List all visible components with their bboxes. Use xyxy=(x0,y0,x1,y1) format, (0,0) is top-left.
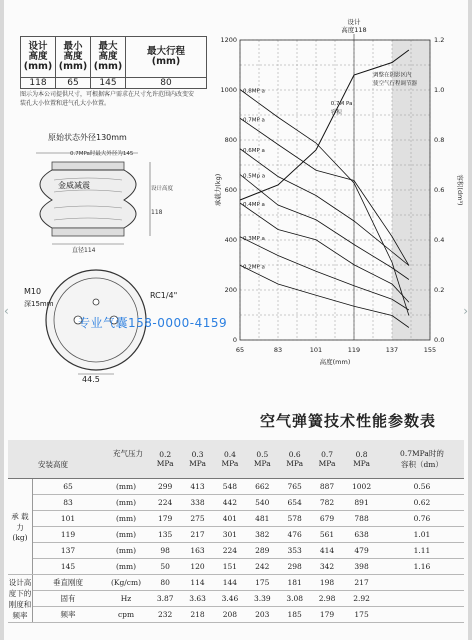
x-tick-label: 137 xyxy=(385,346,399,354)
load-cell: 561 xyxy=(311,527,343,543)
hz-cell: 2.98 xyxy=(311,591,343,607)
design-label: 设计高 度下的 刚度和 频率 xyxy=(8,575,33,623)
pressure-header-cell: 0.4 MPa xyxy=(214,440,246,479)
series-line-0 xyxy=(240,90,409,316)
rc-label: RC1/4" xyxy=(150,291,178,300)
design-height-value: 118 xyxy=(151,209,163,216)
load-cell: 382 xyxy=(246,527,278,543)
unit-cell: (mm) xyxy=(103,527,149,543)
load-cell: 413 xyxy=(181,479,213,495)
spec-table xyxy=(20,36,207,89)
freq-label: 频率 xyxy=(33,607,104,623)
y2-axis-label: 容积(dm³) xyxy=(456,174,464,206)
brand-label: 金威减震 xyxy=(58,181,90,190)
load-cell: 548 xyxy=(214,479,246,495)
load-cell: 479 xyxy=(343,543,380,559)
annotation-2-line2: 容积 xyxy=(330,109,342,116)
load-cell: 481 xyxy=(246,511,278,527)
load-cell: 224 xyxy=(149,495,181,511)
volume-cell: 1.11 xyxy=(380,543,464,559)
volume-cell: 1.16 xyxy=(380,559,464,575)
prev-arrow-icon[interactable]: ‹ xyxy=(4,304,9,318)
empty-cell xyxy=(380,575,464,591)
load-cell: 887 xyxy=(311,479,343,495)
annotation-1-line2: 使空气行程调节器 xyxy=(373,81,418,87)
cpm-cell: 185 xyxy=(279,607,311,623)
note-text: 图示为本公司提供尺寸，可根据客户需求在尺寸允许范围内改变安装孔大小位置和进气孔大小位置。 xyxy=(20,91,195,107)
height-cell: 83 xyxy=(33,495,104,511)
load-cell: 98 xyxy=(149,543,181,559)
x-tick-label: 65 xyxy=(235,346,245,354)
cpm-cell: 232 xyxy=(149,607,181,623)
load-cell: 120 xyxy=(181,559,213,575)
dimension-label: 44.5 xyxy=(82,375,100,384)
height-cell: 65 xyxy=(33,479,104,495)
freq-label: 固有 xyxy=(33,591,104,607)
stiffness-cell: 181 xyxy=(279,575,311,591)
load-cell: 782 xyxy=(311,495,343,511)
stiffness-cell: 114 xyxy=(181,575,213,591)
load-chart xyxy=(212,10,462,370)
load-cell: 401 xyxy=(214,511,246,527)
x-tick-label: 101 xyxy=(309,346,323,354)
y2-tick-label: 0.8 xyxy=(434,136,445,144)
x-tick-label: 119 xyxy=(347,346,361,354)
series-line-1 xyxy=(240,118,409,265)
load-cell: 654 xyxy=(279,495,311,511)
y-tick-label: 400 xyxy=(224,236,237,244)
y-tick-label: 0 xyxy=(232,336,237,344)
y-axis-label: 承载力(kg) xyxy=(214,173,222,207)
series-label-0: 0.8MP a xyxy=(243,88,265,95)
stiffness-cell: 217 xyxy=(343,575,380,591)
max-diameter-label: 0.7MPa时最大外径为145 xyxy=(70,151,134,157)
load-cell: 638 xyxy=(343,527,380,543)
load-cell: 662 xyxy=(246,479,278,495)
series-label-5: 0.3MP a xyxy=(243,235,265,242)
series-line-2 xyxy=(240,149,409,266)
load-cell: 398 xyxy=(343,559,380,575)
spec-value: 80 xyxy=(126,78,207,89)
load-cell: 442 xyxy=(214,495,246,511)
base-diameter-label: 直径114 xyxy=(72,247,96,254)
hz-cell: 3.46 xyxy=(214,591,246,607)
cpm-cell: 203 xyxy=(246,607,278,623)
param-header-corner xyxy=(8,440,149,479)
x-tick-label: 83 xyxy=(273,346,283,354)
load-cell: 788 xyxy=(343,511,380,527)
pressure-header-cell: 0.3 MPa xyxy=(181,440,213,479)
right-edge xyxy=(468,0,472,640)
load-label: 承 载 力 (kg) xyxy=(8,479,33,575)
load-cell: 298 xyxy=(279,559,311,575)
load-cell: 50 xyxy=(149,559,181,575)
spec-value: 118 xyxy=(21,78,56,89)
load-cell: 179 xyxy=(149,511,181,527)
chart-title-line2: 高度118 xyxy=(341,26,367,34)
pressure-header-cell: 0.8 MPa xyxy=(343,440,380,479)
load-cell: 476 xyxy=(279,527,311,543)
load-cell: 301 xyxy=(214,527,246,543)
unit-cell: (mm) xyxy=(103,479,149,495)
hz-cell: 3.08 xyxy=(279,591,311,607)
load-cell: 540 xyxy=(246,495,278,511)
y-tick-label: 200 xyxy=(224,286,237,294)
param-title: 空气弹簧技术性能参数表 xyxy=(260,412,437,430)
series-label-6: 0.2MP a xyxy=(243,264,265,271)
m10-label: M10 xyxy=(24,287,42,296)
y2-tick-label: 0.2 xyxy=(434,286,445,294)
y2-tick-label: 0.6 xyxy=(434,186,445,194)
stiffness-cell: 198 xyxy=(311,575,343,591)
hz-cell: 2.92 xyxy=(343,591,380,607)
height-cell: 101 xyxy=(33,511,104,527)
load-cell: 275 xyxy=(181,511,213,527)
pressure-header-cell: 0.2 MPa xyxy=(149,440,181,479)
hz-unit: Hz xyxy=(103,591,149,607)
param-table xyxy=(8,440,464,623)
pressure-header: 充气压力 xyxy=(113,449,143,458)
y-tick-label: 600 xyxy=(224,186,237,194)
x-axis-label: 高度(mm) xyxy=(319,358,351,366)
depth-label: 深15mm xyxy=(24,300,54,308)
height-cell: 119 xyxy=(33,527,104,543)
volume-cell: 0.56 xyxy=(380,479,464,495)
stiffness-cell: 175 xyxy=(246,575,278,591)
stiffness-cell: 80 xyxy=(149,575,181,591)
hz-cell: 3.39 xyxy=(246,591,278,607)
volume-cell: 0.76 xyxy=(380,511,464,527)
spec-header-design: 设计 高度 (mm) xyxy=(21,37,56,78)
load-cell: 765 xyxy=(279,479,311,495)
cpm-cell: 179 xyxy=(311,607,343,623)
design-height-label: 设计高度 xyxy=(151,186,174,192)
series-line-4 xyxy=(240,203,409,302)
load-cell: 414 xyxy=(311,543,343,559)
load-cell: 242 xyxy=(246,559,278,575)
air-spring-diagram xyxy=(18,128,208,398)
annotation-2-line1: 0.7M Pa xyxy=(330,101,353,107)
cpm-cell: 175 xyxy=(343,607,380,623)
spec-header-max: 最大 高度 (mm) xyxy=(91,37,126,78)
load-cell: 224 xyxy=(214,543,246,559)
spec-header-min: 最小 高度 (mm) xyxy=(56,37,91,78)
load-cell: 217 xyxy=(181,527,213,543)
load-cell: 151 xyxy=(214,559,246,575)
cpm-cell: 218 xyxy=(181,607,213,623)
y-tick-label: 1200 xyxy=(220,36,237,44)
pressure-header-cell: 0.6 MPa xyxy=(279,440,311,479)
load-cell: 163 xyxy=(181,543,213,559)
unit-cell: (mm) xyxy=(103,511,149,527)
next-arrow-icon[interactable]: › xyxy=(463,304,468,318)
load-cell: 342 xyxy=(311,559,343,575)
stiffness-cell: 144 xyxy=(214,575,246,591)
load-cell: 338 xyxy=(181,495,213,511)
empty-cell xyxy=(380,591,464,607)
load-cell: 891 xyxy=(343,495,380,511)
unit-cell: (mm) xyxy=(103,543,149,559)
hz-cell: 3.63 xyxy=(181,591,213,607)
y2-tick-label: 1.0 xyxy=(434,86,445,94)
spec-value: 65 xyxy=(56,78,91,89)
y2-tick-label: 0.0 xyxy=(434,336,445,344)
spec-header-stroke: 最大行程 (mm) xyxy=(126,37,207,78)
load-cell: 679 xyxy=(311,511,343,527)
series-label-3: 0.5Mp a xyxy=(243,173,266,180)
x-tick-label: 155 xyxy=(423,346,437,354)
hz-cell: 3.87 xyxy=(149,591,181,607)
volume-cell: 0.62 xyxy=(380,495,464,511)
series-label-4: 0.4MP a xyxy=(243,202,265,208)
y-tick-label: 800 xyxy=(224,136,237,144)
y-tick-label: 1000 xyxy=(220,86,237,94)
y2-tick-label: 0.4 xyxy=(434,236,445,244)
pressure-header-cell: 0.7 MPa xyxy=(311,440,343,479)
load-cell: 299 xyxy=(149,479,181,495)
height-cell: 137 xyxy=(33,543,104,559)
watermark: 专业气囊158-0000-4159 xyxy=(78,316,228,330)
volume-cell: 1.01 xyxy=(380,527,464,543)
pressure-header-cell: 0.5 MPa xyxy=(246,440,278,479)
stiffness-unit: (Kg/cm) xyxy=(103,575,149,591)
height-header: 安装高度 xyxy=(38,460,68,469)
stiffness-label: 垂直刚度 xyxy=(33,575,104,591)
load-cell: 135 xyxy=(149,527,181,543)
left-edge xyxy=(0,0,4,640)
load-cell: 353 xyxy=(279,543,311,559)
load-cell: 1002 xyxy=(343,479,380,495)
cpm-unit: cpm xyxy=(103,607,149,623)
height-cell: 145 xyxy=(33,559,104,575)
series-label-1: 0.7MP a xyxy=(243,117,265,124)
outer-diameter-label: 原始状态外径130mm xyxy=(48,133,127,142)
series-label-2: 0.6MP a xyxy=(243,147,265,154)
series-line-5 xyxy=(240,237,409,310)
volume-header: 0.7MPa时的 容积（dm） xyxy=(380,440,464,479)
unit-cell: (mm) xyxy=(103,495,149,511)
load-cell: 578 xyxy=(279,511,311,527)
annotation-1-line1: 调整在阴影区内 xyxy=(373,72,412,79)
cpm-cell: 208 xyxy=(214,607,246,623)
y2-tick-label: 1.2 xyxy=(434,36,445,44)
spec-value: 145 xyxy=(91,78,126,89)
chart-title-line1: 设计 xyxy=(347,18,361,26)
empty-cell xyxy=(380,607,464,623)
load-cell: 289 xyxy=(246,543,278,559)
unit-cell: (mm) xyxy=(103,559,149,575)
